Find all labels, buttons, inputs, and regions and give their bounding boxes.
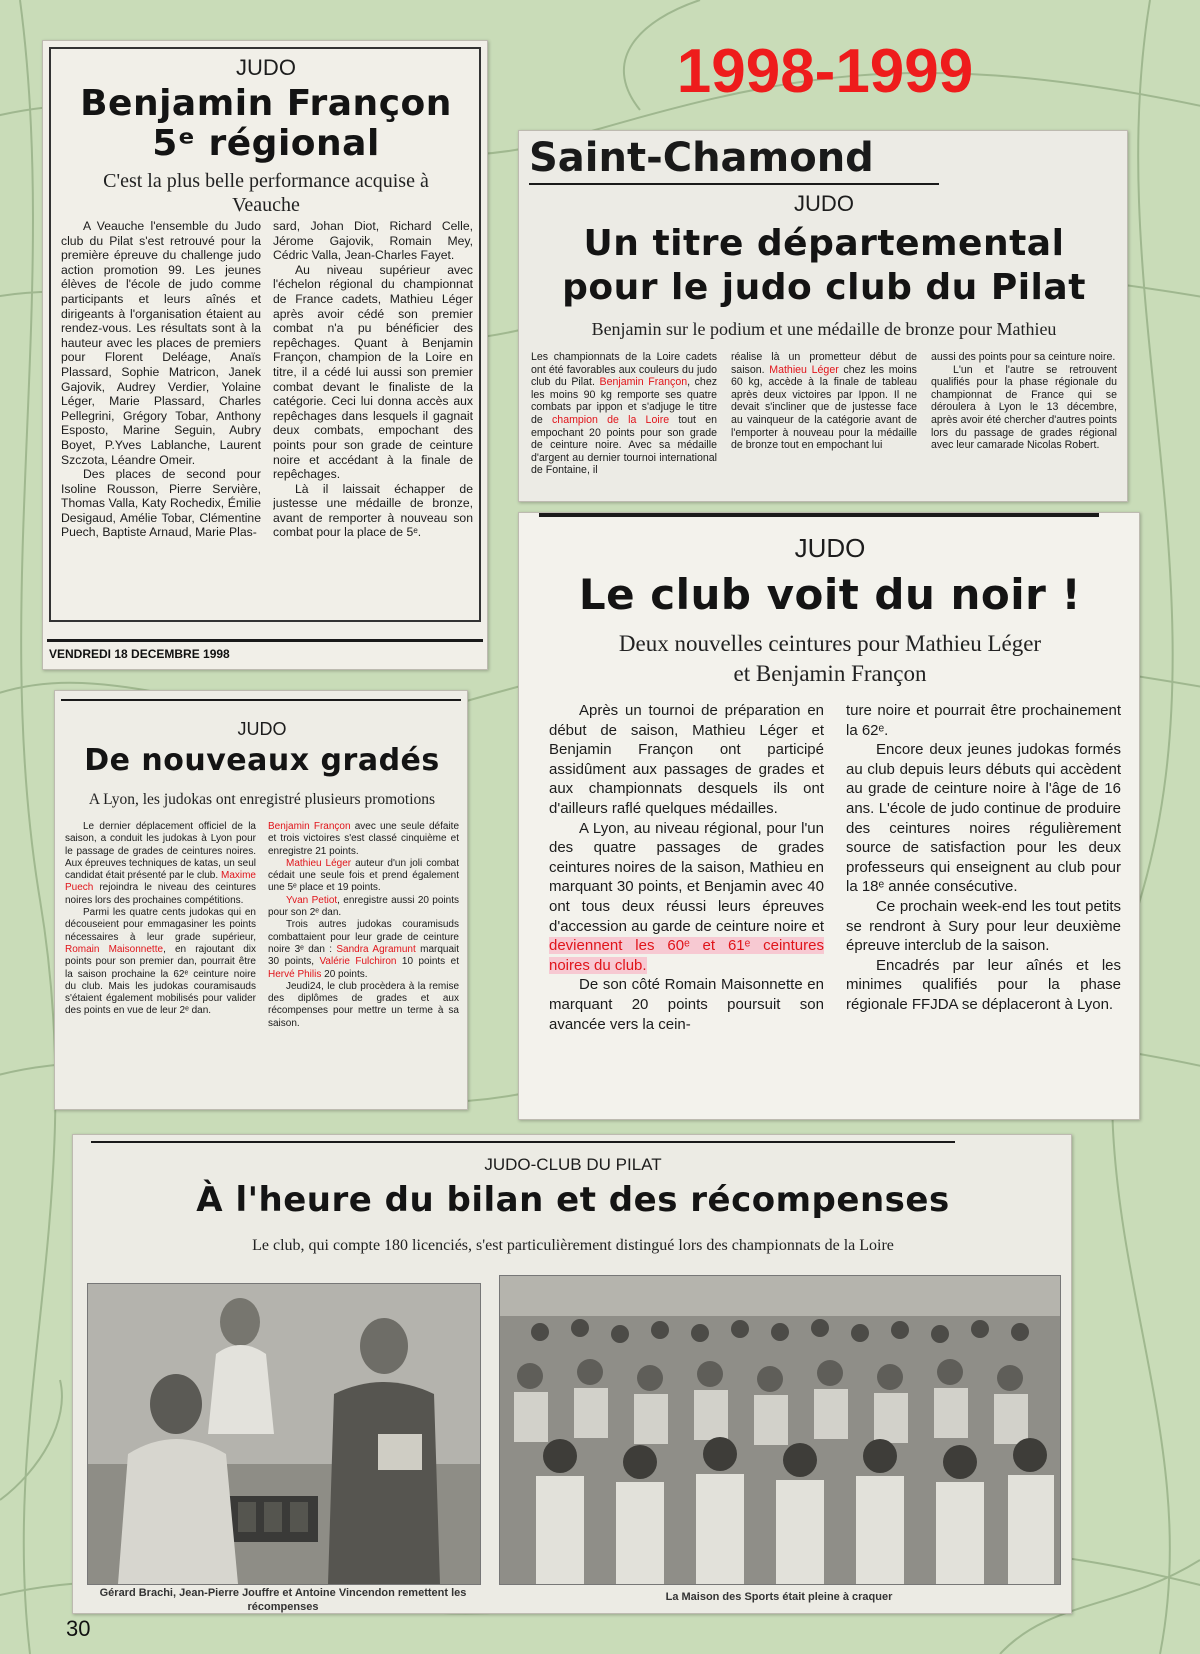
article-club-voit-du-noir (518, 512, 1140, 1120)
article5-subhead: Le club, qui compte 180 licenciés, s'est particulièrement distingué lors des championnats de la Loire (252, 1237, 894, 1254)
name-valerie-fulchiron: Valérie Fulchiron (319, 956, 397, 968)
article3-text: Le dernier déplacement officiel de la saison, a conduit les judokas à Lyon pour le passage de grades de ceintures noires. Aux épreuves techniques de katas, un seul candidat était présenté par le club. (65, 821, 256, 882)
article3-paragraph: Jeudi24, le club procèdera à la remise des diplômes de grades et aux récompenses pour mettre un terme à sa saison. (268, 980, 459, 1029)
article-bilan-recompenses (72, 1134, 1072, 1614)
article4-subhead-line1: Deux nouvelles ceintures pour Mathieu Léger (618, 631, 1042, 656)
article5-headline: À l'heure du bilan et des récompenses (196, 1180, 950, 1220)
article1-paragraph: sard, Johan Diot, Richard Celle, Jérome Gajovik, Romain Mey, Cédric Valla, Jean-Charles Fayet. (273, 219, 473, 263)
article4-subhead-line2: et Benjamin Françon (733, 661, 927, 686)
article2-headline-line1: Un titre départemental (583, 223, 1065, 264)
article3-column-2 (268, 821, 459, 1106)
article-nouveaux-grades (54, 690, 468, 1110)
article1-paragraph: A Veauche l'ensemble du Judo club du Pilat s'est retrouvé pour la première épreuve du challenge judo action promotion 99. Les jeunes élèves de l'école de judo comme participants et leurs aînés et dirigeants à l'organisation étaient au rendez-vous. Les résultats sont à la hauteur avec les places de premiers pour Florent Deléage, Anaïs Plassard, Sophie Matricon, Janek Gajovik, Audrey Verdier, Yolaine Léger, Marie Plassard, Charles Pellegrini, Grégory Tobar, Anthony Esposto, Marine Seguin, Aubry Boyet, P.Yves Lablanche, Laurent Szczota, Léandre Omeir. (61, 219, 261, 467)
article2-text: réalise là un prometteur début de saison. (731, 351, 917, 376)
article2-section: Saint-Chamond (529, 135, 874, 181)
name-benjamin-francon: Benjamin Françon (268, 821, 351, 832)
article3-text: Parmi les quatre cents judokas qui en découseient pour emmagasiner les points nécessaires à leur grade supérieur, (65, 907, 256, 943)
article3-text: marquait 30 points, (268, 943, 459, 968)
article4-paragraph: Après un tournoi de préparation en début de saison, Mathieu Léger et Benjamin Françon ont participé assidûment aux passages de grades et aux championnats desquels ils ont d'ailleurs raflé quelques médailles. (549, 702, 824, 817)
article1-headline-line2: 5ᵉ régional (152, 123, 380, 164)
article2-kicker: JUDO (794, 191, 854, 216)
article2-paragraph: L'un et l'autre se retrouvent qualifiés pour la phase régionale du championnat de France qui se déroulera à Lyon le 13 décembre, après avoir été chercher d'autres points lors du passage de grades régional avec leur camarade Nicolas Robert. (931, 363, 1117, 452)
article1-headline-line1: Benjamin Françon (80, 83, 452, 124)
article1-subhead: C'est la plus belle performance acquise à Veauche (103, 170, 429, 216)
article5-kicker: JUDO-CLUB DU PILAT (484, 1155, 662, 1174)
article4-column-1 (549, 701, 824, 1113)
photo-crowd-image (500, 1276, 1060, 1584)
article1-rule (47, 639, 483, 642)
photo-award-ceremony-image (88, 1284, 480, 1584)
name-mathieu-leger: Mathieu Léger (769, 363, 839, 376)
article3-text: auteur d'un joli combat cédait une seule fois et prend également une 5ᵉ place et 19 points. (268, 857, 459, 894)
article4-text: A Lyon, au niveau régional, pour l'un des quatre passages de grades ceintures noires de la saison, Mathieu en marquant 30 points, et Benjamin avec 40 ont tous deux réussi leurs épreuves d'accession au garde de ceinture noire et (549, 819, 824, 935)
photo2-caption: La Maison des Sports était pleine à craquer (665, 1591, 893, 1603)
article3-text: 10 points et (401, 956, 459, 968)
article4-column-2 (846, 701, 1121, 1113)
name-benjamin-francon: Benjamin Françon (599, 376, 688, 389)
article5-rule (91, 1141, 955, 1143)
article4-headline: Le club voit du noir ! (578, 570, 1082, 619)
article1-column-2 (273, 219, 473, 614)
article3-headline: De nouveaux gradés (84, 743, 440, 778)
article2-subhead: Benjamin sur le podium et une médaille de bronze pour Mathieu (591, 319, 1057, 339)
article4-kicker: JUDO (794, 533, 866, 563)
article3-text: rejoindra le niveau des ceintures noires lors des prochaines compétitions. (65, 882, 256, 906)
article3-text: , enregistre aussi 20 points pour son 2ᵉ dan. (268, 894, 459, 919)
article1-paragraph: Des places de second pour Isoline Rousson, Pierre Servière, Thomas Valla, Katy Rochedix, Émilie Desigaud, Amélie Tobar, Clémentine Puech, Baptiste Arnaud, Marie Plas- (61, 467, 261, 540)
article4-paragraph: Ce prochain week-end les tout petits se rendront à Sury pour leur deuxième épreuve interclub de la saison. (846, 897, 1121, 955)
name-yvan-petiot: Yvan Petiot (286, 894, 338, 906)
article3-rule (61, 699, 461, 701)
article1-dateline: VENDREDI 18 DECEMBRE 1998 (49, 647, 230, 661)
article2-column-2 (731, 351, 917, 497)
article1-paragraph: Au niveau supérieur avec l'échelon régional du championnat de France cadets, Mathieu Léger après avoir cédé son premier combat n'a pu bénéficier des repêchages. Quant à Benjamin Françon, champion de la Loire en titre, il a cédé lui aussi son premier combat devant le finaliste de la catégorie. Ceci lui donna accès aux repêchages dans lesquels il gagnait deux combats, empochant des points pour son grade de ceinture noire et accédant à la finale de repêchages. (273, 262, 473, 482)
article2-paragraph: aussi des points pour sa ceinture noire. (931, 351, 1116, 363)
article4-paragraph: ture noire et pourrait être prochainement la 62ᵉ. (846, 702, 1121, 739)
article-titre-departemental (518, 130, 1128, 502)
page-number: 30 (66, 1616, 91, 1641)
article2-text: Les championnats de la Loire cadets ont été favorables aux couleurs du judo club du Pilat. (531, 351, 717, 389)
photo-award-ceremony (87, 1283, 481, 1585)
article4-paragraph: Encore deux jeunes judokas formés au club depuis leurs débuts qui accèdent au grade de ceinture noire à l'âge de 16 ans. L'école de judo continue de produire des ceintures noires régulièrement source de satisfaction pour les deux professeurs qui enseignent au club pour la 18ᵉ année consécutive. (846, 741, 1121, 896)
article-benjamin-francon (42, 40, 488, 670)
article4-paragraph: De son côté Romain Maisonnette en marquant 20 points poursuit son avancée vers la cein- (549, 976, 824, 1033)
article2-headline-line2: pour le judo club du Pilat (562, 267, 1086, 308)
article1-paragraph: Là il laissait échapper de justesse une médaille de bronze, avant de remporter à nouveau son combat pour la place de 5ᵉ. (273, 481, 473, 540)
article2-rule (529, 183, 939, 185)
article4-rule (539, 513, 1099, 517)
article2-text: tout en empochant 20 points pour son grade de ceinture noire. Avec sa médaille d'argent au dernier tournoi international de Fontaine, il (531, 413, 717, 477)
name-sandra-agramunt: Sandra Agramunt (336, 943, 416, 955)
article3-subhead: A Lyon, les judokas ont enregistré plusieurs promotions (88, 791, 436, 808)
photo-crowd-maison-sports (499, 1275, 1061, 1585)
article1-kicker: JUDO (236, 55, 296, 80)
article2-text: , chez les moins 90 kg remporte ses quatre combats par ippon et s'adjuge le titre de (531, 376, 717, 426)
article3-text: Trois autres judokas couramisuds combattaient pour leur grade de ceinture noire 3ᵉ dan : (268, 919, 459, 955)
name-romain-maisonnette: Romain Maisonnette (65, 943, 164, 955)
name-mathieu-leger: Mathieu Léger (286, 857, 352, 869)
name-maxime-puech: Maxime Puech (65, 870, 256, 894)
article3-text: , en rajoutant dix points pour son premier dan, pourrait être la saison prochaine la 62ᵉ ceinture noire du club. Mais les judokas couramisauds s'étaient également mobilisés pour valider des points en vue de leur 2ᵉ dan. (65, 943, 256, 1017)
article3-text: avec une seule défaite et trois victoires s'est classé cinquième et enregistre 21 points. (268, 821, 459, 857)
article4-highlight: deviennent les 60ᵉ et 61ᵉ ceintures noires du club. (549, 937, 824, 974)
title-champion-loire: champion de la Loire (552, 413, 670, 426)
article4-paragraph: Encadrés par leur aînés et les minimes qualifiés pour la phase régionale FFJDA se déplaceront à Lyon. (846, 956, 1121, 1013)
article3-column-1 (65, 821, 256, 1106)
year-title: 1998-1999 (676, 37, 974, 106)
article3-text: 20 points. (324, 968, 368, 980)
article2-column-3 (931, 351, 1117, 497)
article2-text: chez les moins 60 kg, accède à la finale de tableau après deux victoires par Ippon. Il ne devait s'incliner que de justesse face au vainqueur de la catégorie avant de l'emporter à nouveau pour la médaille de bronze tout en empochant lui (731, 363, 917, 452)
photo1-caption: Gérard Brachi, Jean-Pierre Jouffre et Antoine Vincendon remettent les récompenses (99, 1587, 467, 1613)
article2-column-1 (531, 351, 717, 497)
name-herve-philis: Hervé Philis (268, 968, 322, 980)
article1-column-1 (61, 219, 261, 614)
article3-kicker: JUDO (237, 719, 287, 739)
